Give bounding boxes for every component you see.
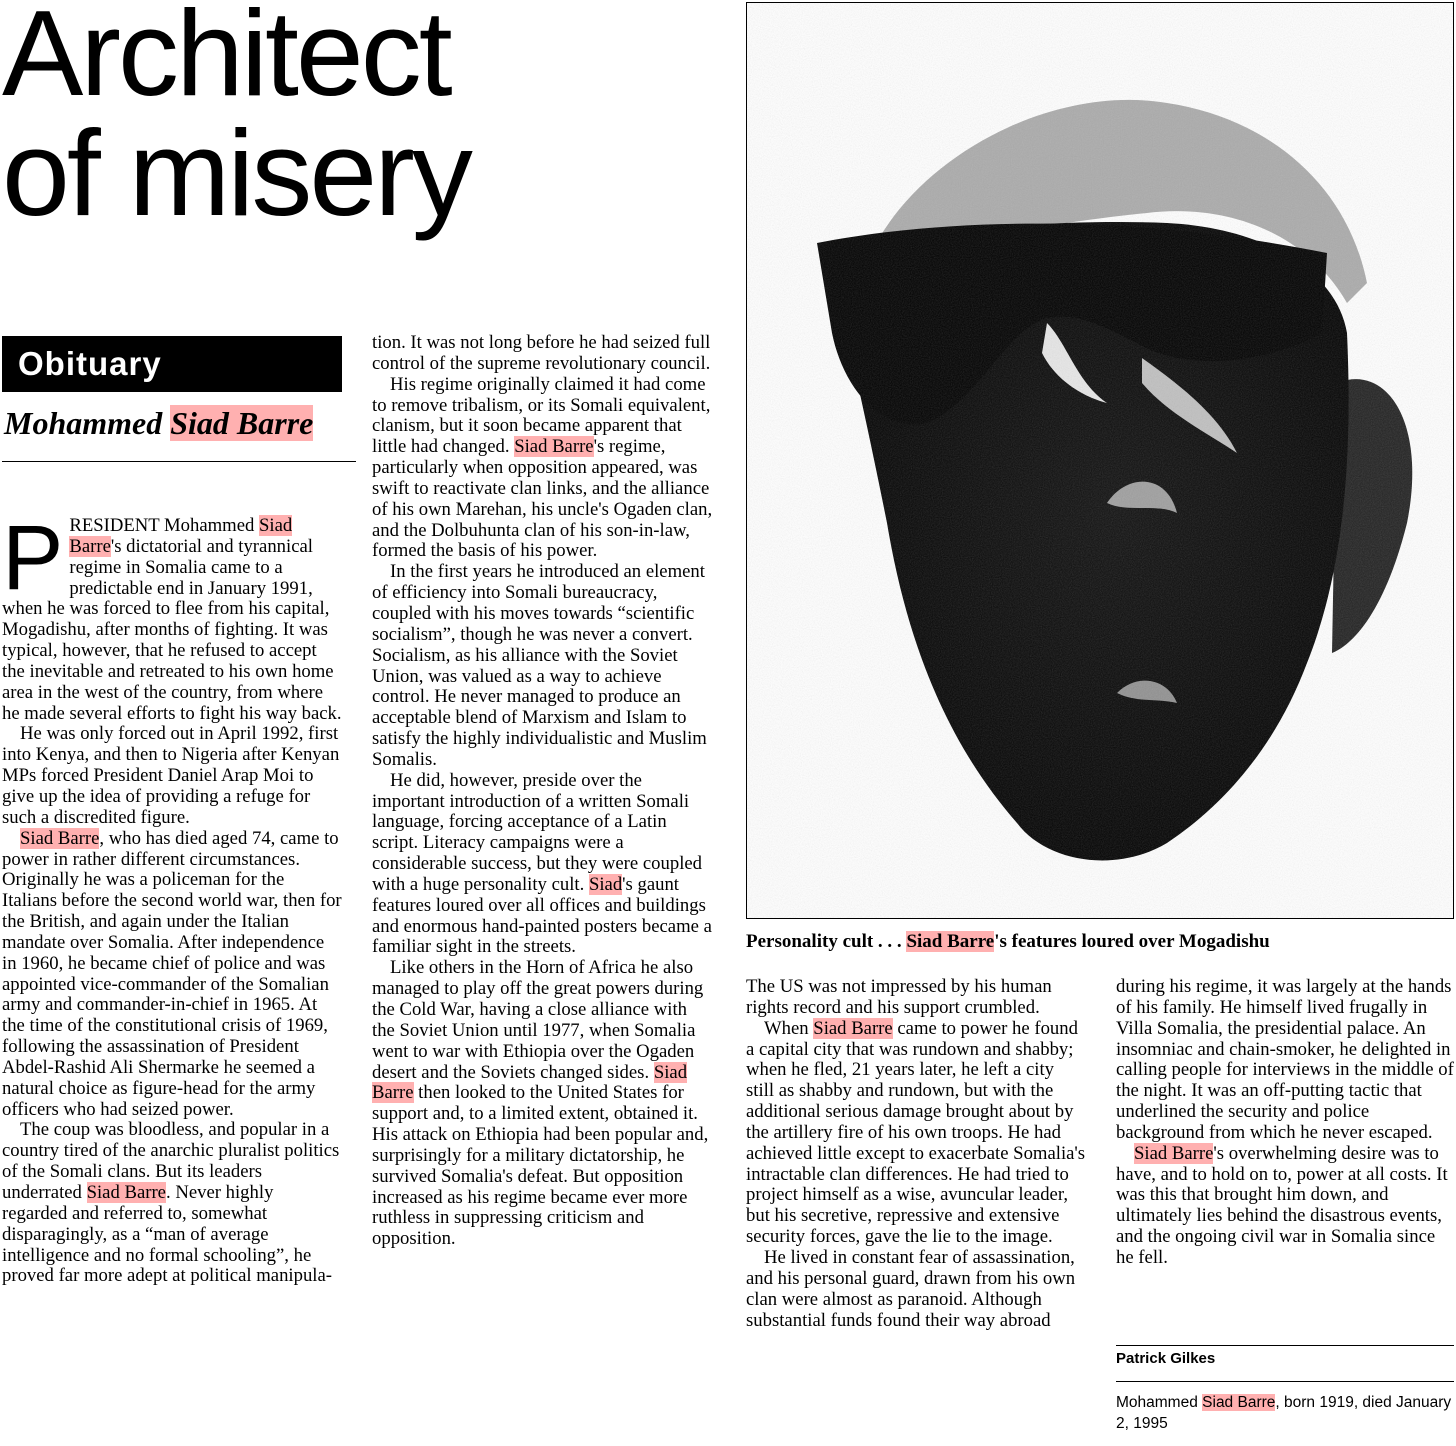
col1-p1-text-b: 's dictatorial and tyrannical regime in Somalia came to a predictable end in January 1991, when he was forced to flee from his capital, Mogadishu, after months of fighting. It was typical, however, that he refused to accept the inevitable and retreated to his own home area in the west of the country, from where he made several efforts to fight his way back.	[2, 535, 342, 724]
col1-paragraph-2: He was only forced out in April 1992, first into Kenya, and then to Nigeria after Kenyan MPs forced President Daniel Arap Moi to give up the idea of providing a refuge for such a discredited figure.	[2, 723, 340, 828]
col2-paragraph-2	[372, 375, 714, 563]
caption-prefix: Personality cult . . .	[746, 931, 907, 952]
footer-highlight: Siad Barre	[1202, 1394, 1276, 1411]
col1-paragraph-3	[2, 829, 342, 1121]
subject-first-name: Mohammed	[4, 405, 171, 441]
col2-p5-highlight: Siad Barre	[372, 1061, 688, 1104]
col1-paragraph-1	[2, 507, 342, 724]
byline-rule-top	[1116, 1345, 1454, 1346]
col4-p2-text: 's overwhelming desire was to have, and to hold on to, power at all costs. It was this that brought him down, and ultimately lies behind the disastrous events, and the ongoing civil war in Somalia since he fell.	[1116, 1142, 1448, 1268]
byline-rule-bottom	[1116, 1381, 1454, 1382]
col3-paragraph-1: The US was not impressed by his human rights record and his support crumbled.	[746, 976, 1052, 1018]
col3-paragraph-2	[746, 1019, 1086, 1248]
col1-p4-text-b: . Never highly regarded and referred to, somewhat disparagingly, as a “man of average intelligence and no formal schooling”, he proved far more adept at political manipula-	[2, 1182, 333, 1287]
col2-paragraph-4	[372, 771, 714, 959]
footer-prefix: Mohammed	[1116, 1394, 1203, 1411]
col1-p3-highlight: Siad Barre	[20, 827, 100, 849]
col3-p2-highlight: Siad Barre	[813, 1017, 893, 1039]
subject-name	[4, 407, 356, 439]
obituary-footer	[1116, 1392, 1456, 1434]
subject-name-highlight: Siad Barre	[170, 405, 314, 441]
col2-paragraph-3: In the first years he introduced an element of efficiency into Somali bureaucracy, coupled with his moves towards “scientific socialism”, though he was never a convert. Socialism, as his alliance with the Soviet Union, was valued as a way to achieve control. He never managed to produce an acceptable blend of Marxism and Islam to satisfy the highly individualistic and Muslim Somalis.	[372, 561, 707, 770]
col2-p4-text-a: He did, however, preside over the important introduction of a written Somali language, forcing acceptance of a Latin script. Literacy campaigns were a considerable success, but they were coupled with a huge personality cult.	[372, 769, 703, 895]
column-4	[1116, 977, 1456, 1269]
column-1	[2, 507, 342, 1287]
col2-p4-highlight: Siad	[588, 873, 623, 895]
col4-p2-highlight: Siad Barre	[1134, 1142, 1214, 1164]
col1-p4-text-a: The coup was bloodless, and popular in a country tired of the anarchic pluralist politics of the Somali clans. But its leaders underrated	[2, 1119, 340, 1203]
headline-line-2: of misery	[2, 104, 470, 241]
portrait-photo	[746, 2, 1454, 919]
col3-p2-text-b: came to power he found a capital city that was rundown and shabby; when he fled, 21 years later, he left a city still as shabby and rundown, but with the additional serious damage brought about by the artillery fire of his own troops. He had achieved little except to exacerbate Somalia's intractable clan differences. He had tried to project himself as a wise, avuncular leader, but his secretive, repressive and extensive security forces, gave the lie to the image.	[746, 1017, 1086, 1248]
col4-paragraph-1: during his regime, it was largely at the hands of his family. He himself lived frugally in Villa Somalia, the presidential palace. An insomniac and chain-smoker, he delighted in calling people for interviews in the middle of the night. It was an off-putting tactic that underlined the security and police background from which he never escaped.	[1116, 976, 1454, 1143]
col2-paragraph-5	[372, 958, 714, 1250]
col3-p2-text-a: When	[764, 1017, 814, 1039]
col1-p4-highlight: Siad Barre	[86, 1182, 166, 1203]
col3-paragraph-3: He lived in constant fear of assassination, and his personal guard, drawn from his own clan were almost as paranoid. Although substantial funds found their way abroad	[746, 1246, 1076, 1331]
col2-p2-text-b: 's regime, particularly when opposition appeared, was swift to reactivate clan links, and the alliance of his own Marehan, his uncle's Ogaden clan, and the Dolbuhunta clan of his son-in-law, formed the basis of his power.	[372, 436, 713, 562]
name-rule	[2, 461, 356, 462]
byline: Patrick Gilkes	[1116, 1350, 1216, 1367]
headline-line-1: Architect	[2, 0, 450, 121]
col2-paragraph-1: tion. It was not long before he had seized full control of the supreme revolutionary council.	[372, 332, 711, 374]
col2-p2-highlight: Siad Barre	[514, 436, 594, 458]
caption-highlight: Siad Barre	[906, 931, 995, 952]
portrait-photo-icon	[747, 3, 1453, 918]
col1-paragraph-4	[2, 1120, 342, 1287]
photo-caption	[746, 930, 1456, 954]
col1-p1-text-a: RESIDENT Mohammed	[69, 515, 260, 536]
col1-p1-highlight: Siad Barre	[69, 515, 293, 557]
col4-paragraph-2	[1116, 1144, 1456, 1269]
column-2	[372, 333, 714, 1250]
col1-p3-text: , who has died aged 74, came to power in rather different circumstances. Originally he was a policeman for the Italians before the second world war, then for the British, and again under the Italian mandate over Somalia. After independence in 1960, he became chief of police and was appointed vice-commander of the Somalian army and commander-in-chief in 1965. At the time of the constitutional crisis of 1969, following the assassination of President Abdel-Rashid Ali Shermarke he seemed a natural choice as figure-head for the army officers who had seized power.	[2, 827, 342, 1120]
drop-cap: P	[2, 507, 64, 609]
section-label: Obituary	[2, 336, 342, 392]
footer-suffix: , born 1919, died January 2, 1995	[1116, 1394, 1452, 1432]
headline	[2, 0, 722, 241]
col2-p5-text-b: then looked to the United States for support and, to a limited extent, obtained it. His attack on Ethiopia had been popular and, surprisingly for a military dictatorship, he survived Somalia's defeat. But opposition increased as his regime became ever more ruthless in suppressing criticism and opposition.	[372, 1082, 709, 1250]
caption-suffix: 's features loured over Mogadishu	[994, 931, 1270, 952]
col2-p5-text-a: Like others in the Horn of Africa he also managed to play off the great powers during the Cold War, having a close alliance with the Soviet Union until 1977, when Somalia went to war with Ethiopia over the Ogaden desert and the Soviets changed sides.	[372, 957, 704, 1083]
column-3	[746, 977, 1086, 1331]
col2-p4-text-b: 's gaunt features loured over all offices and buildings and enormous hand-painted posters became a familiar sight in the streets.	[372, 873, 712, 958]
col2-p2-text-a: His regime originally claimed it had come to remove tribalism, or its Somali equivalent, clanism, but it soon became apparent that little had changed.	[372, 373, 711, 458]
